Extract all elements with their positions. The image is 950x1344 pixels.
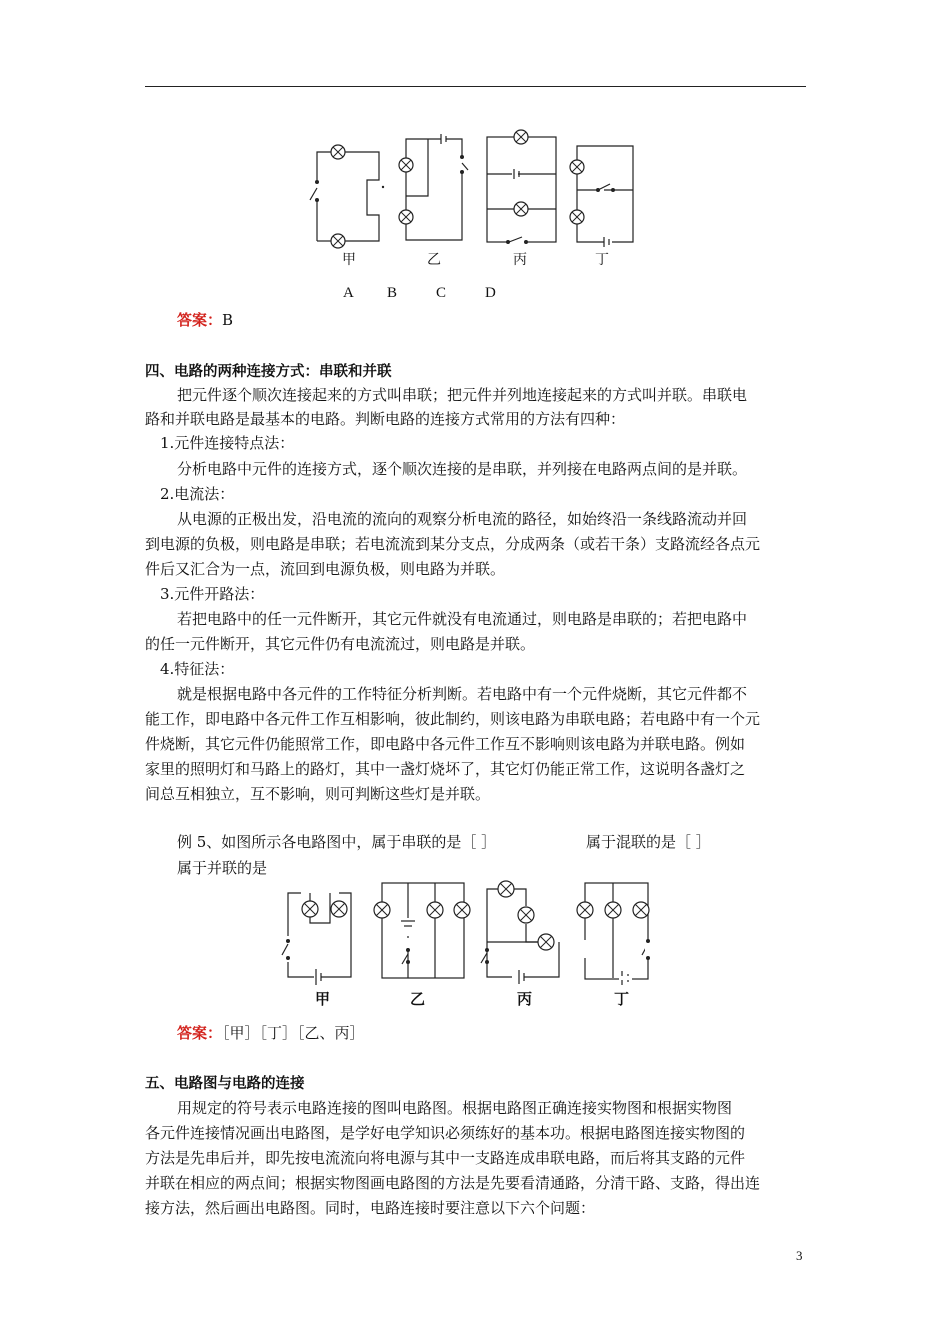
option-b: B (387, 285, 398, 301)
method-3-title: 3.元件开路法： (160, 585, 265, 603)
section-5-body: 各元件连接情况画出电路图，是学好电学知识必须练好的基本功。根据电路图连接实物图的 (145, 1124, 746, 1142)
method-2-title: 2.电流法： (160, 485, 235, 503)
fig2-label-bing: 丙 (517, 990, 533, 1008)
method-4-body: 就是根据电路中各元件的工作特征分析判断。若电路中有一个元件烧断，其它元件都不 (177, 685, 748, 703)
example-5-question-parallel: 属于并联的是 (177, 859, 268, 877)
lamp-icon (454, 902, 470, 918)
method-3-body: 若把电路中的任一元件断开，其它元件就没有电流通过，则电路是串联的；若把电路中 (177, 610, 748, 628)
section-5-body: 并联在相应的两点间；根据实物图画电路图的方法是先要看清通路，分清干路、支路，得出连 (145, 1174, 761, 1192)
fig2-label-ding: 丁 (614, 990, 630, 1008)
method-1-body: 分析电路中元件的连接方式，逐个顺次连接的是串联，并列接在电路两点间的是并联。 (177, 460, 748, 478)
answer-value: ［甲］［丁］［乙、丙］ (222, 1024, 365, 1042)
method-4-body: 件烧断，其它元件仍能照常工作，即电路中各元件工作互不影响则该电路为并联电路。例如 (145, 735, 746, 753)
option-a: A (343, 285, 354, 301)
lamp-icon (538, 934, 554, 950)
section-4-intro-line: 路和并联电路是最基本的电路。判断电路的连接方式常用的方法有四种： (145, 410, 626, 428)
fig1-label-jia: 甲 (342, 252, 356, 268)
fig2-label-jia: 甲 (315, 990, 331, 1008)
fig1-label-bing: 丙 (513, 252, 527, 268)
lamp-icon (427, 902, 443, 918)
method-2-body: 件后又汇合为一点，流回到电源负极，则电路为并联。 (145, 560, 506, 578)
lamp-icon (374, 902, 390, 918)
fig2-label-yi: 乙 (410, 990, 426, 1008)
fig1-label-yi: 乙 (427, 252, 441, 268)
option-c: C (436, 285, 447, 301)
answer-2 (177, 1022, 365, 1044)
method-2-body: 到电源的负极，则电路是串联；若电流流到某分支点，分成两条（或若干条）支路流经各点元 (145, 535, 761, 553)
fig1-label-ding: 丁 (595, 252, 609, 268)
method-1-title: 1.元件连接特点法： (160, 434, 295, 452)
page-number: 3 (796, 1248, 803, 1263)
lamp-icon (302, 901, 318, 917)
method-2-body: 从电源的正极出发，沿电流的流向的观察分析电流的路径，如始终沿一条线路流动并回 (177, 510, 748, 528)
method-4-title: 4.特征法： (160, 660, 235, 678)
method-3-body: 的任一元件断开，其它元件仍有电流流过，则电路是并联。 (145, 635, 536, 653)
section-4-intro-line: 把元件逐个顺次连接起来的方式叫串联；把元件并列地连接起来的方式叫并联。串联电 (177, 386, 748, 404)
example-5-question-mixed: 属于混联的是［ ］ (586, 833, 711, 851)
answer-label: 答案： (177, 311, 223, 329)
answer-value: B (222, 311, 234, 329)
method-4-body: 能工作，即电路中各元件工作互相影响，彼此制约，则该电路为串联电路；若电路中有一个元 (145, 710, 761, 728)
lamp-icon (498, 881, 514, 897)
answer-label: 答案： (177, 1024, 223, 1042)
lamp-icon (605, 902, 621, 918)
lamp-icon (633, 902, 649, 918)
section-5-body: 方法是先串后并，即先按电流流向将电源与其中一支路连成串联电路，而后将其支路的元件 (145, 1149, 746, 1167)
section-5-body: 用规定的符号表示电路连接的图叫电路图。根据电路图正确连接实物图和根据实物图 (177, 1099, 733, 1117)
option-d: D (485, 285, 496, 301)
method-4-body: 间总互相独立，互不影响，则可判断这些灯是并联。 (145, 785, 491, 803)
section-5-title: 五、电路图与电路的连接 (145, 1076, 305, 1092)
example-5-question: 例 5、如图所示各电路图中，属于串联的是［ ］ (177, 833, 497, 851)
lamp-icon (518, 907, 534, 923)
method-4-body: 家里的照明灯和马路上的路灯，其中一盏灯烧坏了，其它灯仍能正常工作，这说明各盏灯之 (145, 760, 746, 778)
section-4-title: 四、电路的两种连接方式：串联和并联 (145, 364, 392, 380)
lamp-icon (331, 901, 347, 917)
lamp-icon (577, 902, 593, 918)
section-5-body: 接方法，然后画出电路图。同时，电路连接时要注意以下六个问题： (145, 1199, 596, 1217)
